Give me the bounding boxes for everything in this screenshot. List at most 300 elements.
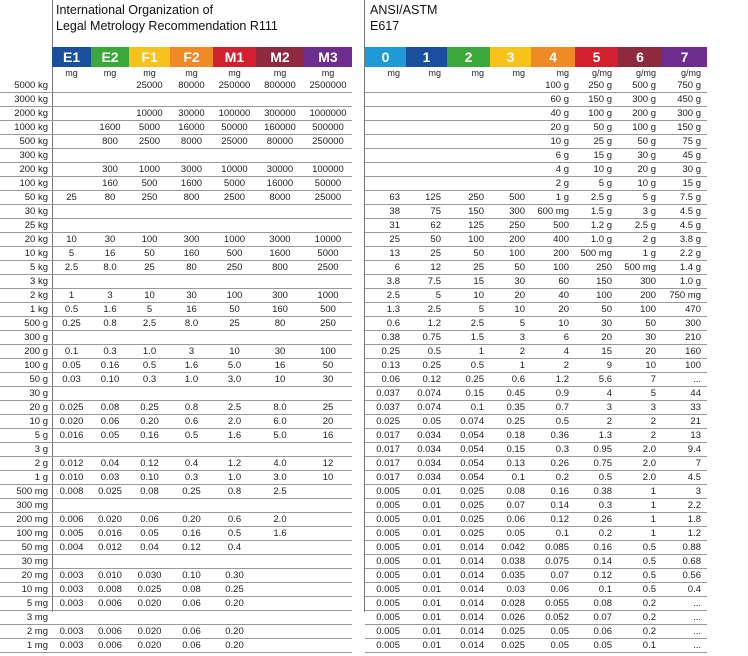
astm-cell: 500 mg <box>618 261 662 275</box>
oiml-cell: 250 <box>213 261 256 275</box>
nominal-mass-label: 3000 kg <box>0 93 52 107</box>
oiml-cell: 8.0 <box>91 261 129 275</box>
astm-cell: 15 <box>447 275 490 289</box>
oiml-cell <box>304 499 352 513</box>
oiml-cell: 3.0 <box>213 373 256 387</box>
astm-cell: 0.16 <box>531 485 575 499</box>
oiml-table-row <box>0 513 352 527</box>
oiml-cell <box>91 331 129 345</box>
astm-cell: 3.8 g <box>662 233 707 247</box>
astm-table-row <box>365 639 707 653</box>
oiml-table-row <box>0 247 352 261</box>
oiml-cell: 1.6 <box>256 527 304 541</box>
astm-cell: 2.0 <box>618 443 662 457</box>
oiml-cell: 5000 <box>304 247 352 261</box>
astm-cell: 20 <box>531 303 575 317</box>
astm-cell <box>406 135 447 149</box>
astm-cell: 0.034 <box>406 457 447 471</box>
oiml-table-row <box>0 443 352 457</box>
astm-cell: 50 g <box>618 135 662 149</box>
oiml-cell: 30000 <box>256 163 304 177</box>
oiml-cell: 0.8 <box>91 317 129 331</box>
astm-cell: 12 <box>406 261 447 275</box>
astm-cell: 1 <box>447 345 490 359</box>
oiml-cell: 0.10 <box>170 569 213 583</box>
astm-table-row <box>365 457 707 471</box>
oiml-cell <box>213 205 256 219</box>
oiml-cell <box>304 569 352 583</box>
oiml-cell: 30 <box>304 373 352 387</box>
oiml-cell: 2.5 <box>129 317 170 331</box>
astm-cell: 0.01 <box>406 499 447 513</box>
astm-table-row <box>365 569 707 583</box>
astm-cell: 0.14 <box>531 499 575 513</box>
astm-cell: 1 g <box>618 247 662 261</box>
astm-cell: 0.028 <box>490 597 531 611</box>
oiml-table-row <box>0 625 352 639</box>
oiml-cell: 80 <box>91 191 129 205</box>
oiml-cell: 0.020 <box>129 625 170 639</box>
astm-cell: 33 <box>662 401 707 415</box>
astm-title-line-1: ANSI/ASTM <box>370 3 438 17</box>
astm-cell: ... <box>662 373 707 387</box>
astm-cell: 0.01 <box>406 583 447 597</box>
astm-cell: 40 g <box>531 107 575 121</box>
astm-cell: 62 <box>406 219 447 233</box>
nominal-mass-label: 20 g <box>0 401 52 415</box>
astm-cell: 0.025 <box>365 415 406 429</box>
astm-table-row <box>365 597 707 611</box>
oiml-cell <box>304 93 352 107</box>
nominal-mass-label: 1000 kg <box>0 121 52 135</box>
oiml-cell: 80 <box>256 317 304 331</box>
astm-table-row <box>365 163 707 177</box>
oiml-table-row <box>0 107 352 121</box>
astm-cell: 4.5 g <box>662 219 707 233</box>
astm-cell: 750 mg <box>662 289 707 303</box>
oiml-cell <box>170 499 213 513</box>
astm-cell: 30 g <box>662 163 707 177</box>
astm-cell: 0.06 <box>365 373 406 387</box>
astm-cell: 0.054 <box>447 443 490 457</box>
astm-cell: ... <box>662 639 707 653</box>
oiml-cell <box>129 205 170 219</box>
astm-cell: 0.75 <box>575 457 618 471</box>
astm-cell: 50 <box>490 261 531 275</box>
astm-cell: 2 <box>531 359 575 373</box>
astm-table-row <box>365 555 707 569</box>
astm-cell: 0.1 <box>575 583 618 597</box>
nominal-mass-label: 30 g <box>0 387 52 401</box>
oiml-cell: 0.20 <box>213 639 256 653</box>
oiml-cell: 0.006 <box>91 639 129 653</box>
astm-cell <box>406 79 447 93</box>
astm-cell: 250 <box>447 191 490 205</box>
astm-cell: 1 <box>618 499 662 513</box>
oiml-unit: mg <box>65 68 78 78</box>
oiml-cell: 0.016 <box>91 527 129 541</box>
oiml-cell: 0.3 <box>129 373 170 387</box>
astm-cell: 0.074 <box>406 401 447 415</box>
oiml-cell: 0.030 <box>129 569 170 583</box>
oiml-cell <box>304 387 352 401</box>
oiml-cell: 0.012 <box>52 457 91 471</box>
astm-cell: 2.0 <box>618 471 662 485</box>
oiml-cell: 30 <box>256 345 304 359</box>
astm-cell: 0.014 <box>447 569 490 583</box>
astm-cell: 100 <box>447 233 490 247</box>
astm-cell <box>490 79 531 93</box>
oiml-cell: 16000 <box>170 121 213 135</box>
astm-cell: 0.01 <box>406 485 447 499</box>
oiml-table-row <box>0 135 352 149</box>
astm-cell: 0.25 <box>490 415 531 429</box>
oiml-cell <box>91 499 129 513</box>
oiml-cell: 0.020 <box>91 513 129 527</box>
nominal-mass-label: 30 mg <box>0 555 52 569</box>
row-label-header <box>0 47 52 67</box>
oiml-cell: 2.0 <box>256 513 304 527</box>
astm-cell: 6 <box>531 331 575 345</box>
astm-cell: 2.2 <box>662 499 707 513</box>
astm-cell: 50 g <box>575 121 618 135</box>
astm-cell: 2 <box>575 415 618 429</box>
astm-cell: 1 <box>618 527 662 541</box>
astm-cell: 0.5 <box>575 471 618 485</box>
oiml-cell <box>256 639 304 653</box>
oiml-cell <box>91 275 129 289</box>
nominal-mass-label: 200 kg <box>0 163 52 177</box>
oiml-cell: 16 <box>304 429 352 443</box>
astm-cell: 0.026 <box>490 611 531 625</box>
astm-cell: 0.055 <box>531 597 575 611</box>
oiml-cell <box>256 219 304 233</box>
astm-unit: mg <box>387 68 400 78</box>
oiml-table-row <box>0 541 352 555</box>
oiml-cell: 8000 <box>170 135 213 149</box>
oiml-cell <box>256 611 304 625</box>
oiml-cell: 0.04 <box>91 457 129 471</box>
row-label-unit <box>0 67 52 79</box>
astm-cell: 0.017 <box>365 443 406 457</box>
oiml-table-row <box>0 569 352 583</box>
astm-table-row <box>365 485 707 499</box>
astm-class-5: 5 <box>575 47 618 67</box>
astm-unit: mg <box>471 68 484 78</box>
nominal-mass-label: 5 g <box>0 429 52 443</box>
astm-cell <box>406 121 447 135</box>
oiml-cell <box>52 93 91 107</box>
astm-cell: 6 <box>365 261 406 275</box>
oiml-cell <box>170 149 213 163</box>
astm-cell: 1.2 <box>406 317 447 331</box>
nominal-mass-label: 1 g <box>0 471 52 485</box>
oiml-table-row <box>0 233 352 247</box>
oiml-cell: 0.4 <box>170 457 213 471</box>
oiml-cell: 5000 <box>129 121 170 135</box>
oiml-cell <box>304 625 352 639</box>
oiml-cell: 0.05 <box>129 527 170 541</box>
astm-table-row <box>365 443 707 457</box>
astm-cell: 7 <box>662 457 707 471</box>
astm-cell: 0.7 <box>531 401 575 415</box>
astm-cell: 0.017 <box>365 471 406 485</box>
astm-table-row <box>365 499 707 513</box>
astm-table-row <box>365 583 707 597</box>
astm-table-row <box>365 107 707 121</box>
astm-cell: 0.025 <box>490 639 531 653</box>
oiml-cell <box>52 163 91 177</box>
nominal-mass-label: 3 kg <box>0 275 52 289</box>
oiml-cell: 0.16 <box>129 429 170 443</box>
oiml-cell: 2500 <box>304 261 352 275</box>
oiml-cell: 0.5 <box>170 429 213 443</box>
oiml-cell: 50000 <box>213 121 256 135</box>
oiml-cell: 500 <box>304 303 352 317</box>
astm-cell: 0.025 <box>490 625 531 639</box>
oiml-table-row <box>0 191 352 205</box>
astm-cell: 500 mg <box>575 247 618 261</box>
oiml-cell: 16 <box>91 247 129 261</box>
oiml-cell: 0.08 <box>129 485 170 499</box>
oiml-table-row <box>0 93 352 107</box>
oiml-cell: 0.003 <box>52 569 91 583</box>
astm-cell: 0.2 <box>618 597 662 611</box>
oiml-cell: 0.025 <box>129 583 170 597</box>
oiml-cell: 1.6 <box>213 429 256 443</box>
astm-cell: 5 <box>490 317 531 331</box>
astm-cell: 0.2 <box>575 527 618 541</box>
astm-cell: 150 g <box>575 93 618 107</box>
astm-cell: 500 g <box>618 79 662 93</box>
oiml-cell: 5 <box>129 303 170 317</box>
astm-cell: 0.06 <box>531 583 575 597</box>
astm-cell: 0.14 <box>575 555 618 569</box>
oiml-cell: 160000 <box>256 121 304 135</box>
oiml-class-e1: E1 <box>52 47 91 67</box>
oiml-cell <box>304 541 352 555</box>
oiml-cell: 25 <box>129 261 170 275</box>
oiml-cell <box>304 205 352 219</box>
oiml-class-m1: M1 <box>213 47 256 67</box>
astm-cell: 10 <box>618 359 662 373</box>
oiml-cell: 0.006 <box>91 625 129 639</box>
astm-cell: 0.15 <box>447 387 490 401</box>
oiml-cell <box>256 499 304 513</box>
astm-cell: 13 <box>365 247 406 261</box>
oiml-cell: 10000 <box>213 163 256 177</box>
astm-cell: 2 <box>618 429 662 443</box>
astm-cell: 0.08 <box>490 485 531 499</box>
oiml-cell: 2.5 <box>52 261 91 275</box>
astm-cell: 0.034 <box>406 471 447 485</box>
oiml-cell <box>91 107 129 121</box>
astm-table-row <box>365 527 707 541</box>
astm-cell: 9.4 <box>662 443 707 457</box>
astm-cell: 3.8 <box>365 275 406 289</box>
astm-cell: 0.5 <box>618 583 662 597</box>
nominal-mass-label: 300 kg <box>0 149 52 163</box>
oiml-cell: 10000 <box>129 107 170 121</box>
oiml-cell <box>304 443 352 457</box>
astm-cell: 50 <box>447 247 490 261</box>
oiml-table-row <box>0 289 352 303</box>
astm-cell: 63 <box>365 191 406 205</box>
oiml-cell <box>213 555 256 569</box>
oiml-cell: 2500000 <box>304 79 352 93</box>
astm-cell: 200 g <box>618 107 662 121</box>
oiml-cell: 0.06 <box>170 597 213 611</box>
astm-table-row <box>365 625 707 639</box>
astm-cell: 0.06 <box>490 513 531 527</box>
astm-cell: 100 <box>662 359 707 373</box>
oiml-cell: 6.0 <box>256 415 304 429</box>
astm-cell: 0.6 <box>490 373 531 387</box>
oiml-cell <box>304 219 352 233</box>
oiml-cell: 10 <box>52 233 91 247</box>
oiml-cell: 50000 <box>304 177 352 191</box>
astm-cell <box>447 107 490 121</box>
astm-cell: 0.075 <box>531 555 575 569</box>
oiml-cell: 300 <box>256 289 304 303</box>
oiml-cell: 1.6 <box>170 359 213 373</box>
astm-table-row <box>365 345 707 359</box>
astm-cell: 1 <box>618 513 662 527</box>
oiml-cell: 0.30 <box>213 569 256 583</box>
nominal-mass-label: 200 g <box>0 345 52 359</box>
astm-cell: 0.26 <box>575 513 618 527</box>
astm-cell: 0.014 <box>447 583 490 597</box>
oiml-cell <box>52 205 91 219</box>
astm-cell: 2.0 <box>618 457 662 471</box>
astm-cell: 2.2 g <box>662 247 707 261</box>
astm-cell: 0.042 <box>490 541 531 555</box>
oiml-cell <box>52 107 91 121</box>
astm-table-row <box>365 289 707 303</box>
oiml-cell: 500 <box>213 247 256 261</box>
astm-cell: 30 <box>490 275 531 289</box>
astm-cell: 0.06 <box>575 625 618 639</box>
oiml-cell: 4.0 <box>256 457 304 471</box>
astm-cell: 0.03 <box>490 583 531 597</box>
oiml-cell: 8000 <box>256 191 304 205</box>
astm-cell: 1.3 <box>575 429 618 443</box>
astm-cell: 300 <box>618 275 662 289</box>
astm-table-row <box>365 303 707 317</box>
astm-cell: 3 <box>490 331 531 345</box>
oiml-unit: mg <box>103 68 117 78</box>
oiml-class-m2: M2 <box>256 47 304 67</box>
astm-cell: 500 <box>531 219 575 233</box>
astm-cell: 10 <box>447 289 490 303</box>
astm-table-row <box>365 93 707 107</box>
oiml-cell <box>91 79 129 93</box>
oiml-cell: 0.12 <box>170 541 213 555</box>
astm-cell <box>365 79 406 93</box>
astm-cell: 4.5 g <box>662 205 707 219</box>
astm-cell: 2.5 g <box>575 191 618 205</box>
oiml-cell <box>52 275 91 289</box>
oiml-cell <box>304 597 352 611</box>
nominal-mass-label: 200 mg <box>0 513 52 527</box>
oiml-title-line-1: International Organization of <box>56 3 214 17</box>
oiml-unit: mg <box>185 68 198 78</box>
nominal-mass-label: 50 g <box>0 373 52 387</box>
astm-cell: 0.68 <box>662 555 707 569</box>
astm-cell: 1.5 <box>447 331 490 345</box>
astm-cell: 0.56 <box>662 569 707 583</box>
oiml-table-row <box>0 499 352 513</box>
astm-cell: 0.25 <box>406 359 447 373</box>
oiml-cell: 0.04 <box>129 541 170 555</box>
astm-cell: 0.05 <box>490 527 531 541</box>
oiml-cell: 30 <box>170 289 213 303</box>
astm-cell <box>490 135 531 149</box>
astm-cell: 500 <box>490 191 531 205</box>
astm-cell: 0.01 <box>406 625 447 639</box>
oiml-cell <box>91 387 129 401</box>
astm-cell: 0.5 <box>618 555 662 569</box>
oiml-cell <box>129 499 170 513</box>
oiml-cell: 0.008 <box>52 485 91 499</box>
oiml-cell: 100000 <box>213 107 256 121</box>
oiml-title-line-2: Legal Metrology Recommendation R111 <box>56 19 278 33</box>
oiml-cell: 1600 <box>256 247 304 261</box>
oiml-cell: 0.025 <box>91 485 129 499</box>
oiml-cell: 100 <box>129 233 170 247</box>
oiml-table-row <box>0 611 352 625</box>
oiml-cell: 0.3 <box>91 345 129 359</box>
oiml-cell: 1000 <box>304 289 352 303</box>
oiml-cell <box>256 205 304 219</box>
oiml-cell <box>256 583 304 597</box>
astm-cell: 0.025 <box>447 527 490 541</box>
astm-cell: 0.12 <box>575 569 618 583</box>
astm-cell: 0.35 <box>490 401 531 415</box>
astm-cell: 300 g <box>618 93 662 107</box>
astm-cell <box>447 135 490 149</box>
astm-table-row <box>365 79 707 93</box>
oiml-cell: 80000 <box>256 135 304 149</box>
astm-table-row <box>365 541 707 555</box>
astm-cell: 100 g <box>531 79 575 93</box>
oiml-cell <box>213 149 256 163</box>
oiml-cell <box>129 93 170 107</box>
oiml-cell: 5 <box>52 247 91 261</box>
astm-cell: 2 g <box>618 233 662 247</box>
astm-cell: 4 g <box>531 163 575 177</box>
astm-cell: 2.5 <box>447 317 490 331</box>
oiml-cell: 0.003 <box>52 583 91 597</box>
astm-cell: 0.88 <box>662 541 707 555</box>
oiml-cell: 3000 <box>256 233 304 247</box>
astm-cell <box>490 93 531 107</box>
astm-cell <box>365 107 406 121</box>
astm-cell: 38 <box>365 205 406 219</box>
astm-cell <box>365 93 406 107</box>
astm-cell: 0.014 <box>447 541 490 555</box>
astm-cell: 100 <box>531 261 575 275</box>
oiml-cell: 30000 <box>170 107 213 121</box>
astm-cell: 0.017 <box>365 429 406 443</box>
astm-table-row <box>365 275 707 289</box>
astm-cell: 1.0 g <box>575 233 618 247</box>
astm-cell: 0.25 <box>365 345 406 359</box>
nominal-mass-label: 3 g <box>0 443 52 457</box>
oiml-table-row <box>0 429 352 443</box>
oiml-cell <box>170 205 213 219</box>
astm-cell: 4 <box>575 387 618 401</box>
